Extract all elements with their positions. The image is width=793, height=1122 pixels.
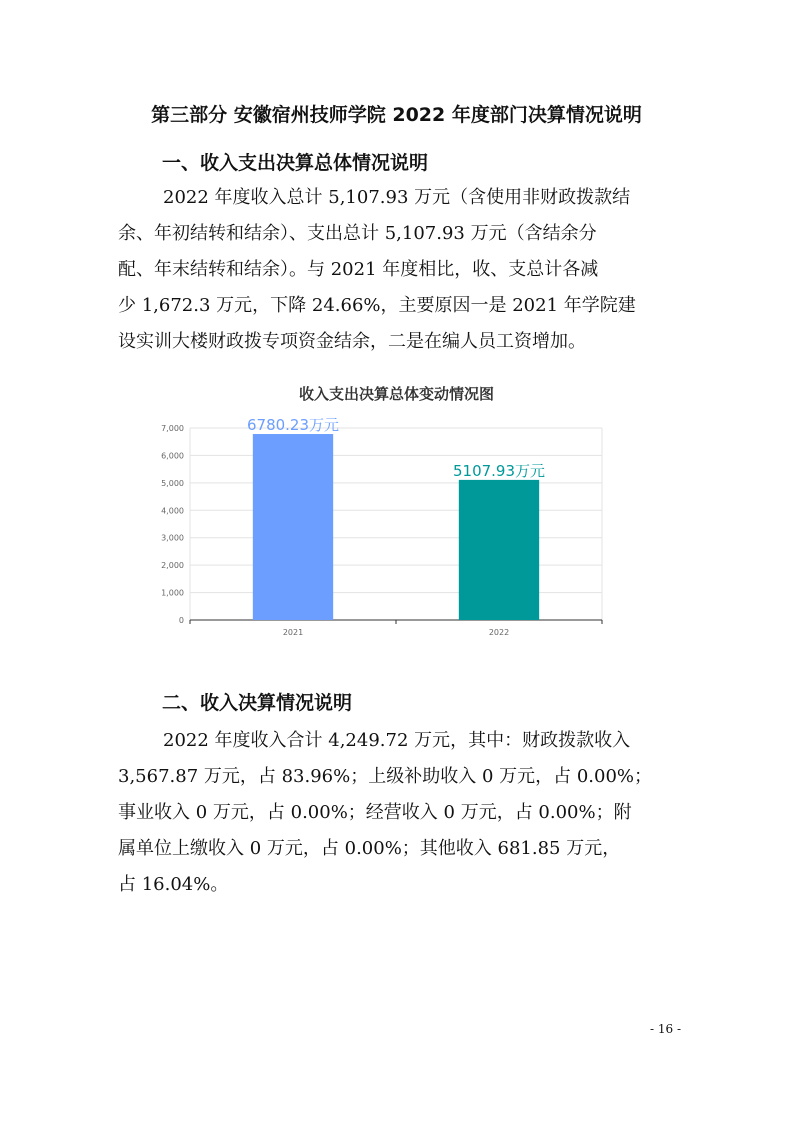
y-tick-label: 4,000 [161,506,184,516]
data-label: 5107.93万元 [452,461,546,480]
section2-heading: 二、收入决算情况说明 [162,692,353,714]
section1-line: 余、年初结转和结余）、支出总计 5,107.93 万元（含结余分 [118,223,597,244]
section2-line: 事业收入 0 万元，占 0.00%；经营收入 0 万元，占 0.00%；附 [118,802,632,823]
y-tick-label: 2,000 [161,561,184,571]
section1-line: 设实训大楼财政拨专项资金结余，二是在编人员工资增加。 [118,331,586,352]
y-tick-label: 1,000 [161,588,184,598]
chart-title: 收入支出决算总体变动情况图 [298,385,494,403]
document-title: 第三部分 安徽宿州技师学院 2022 年度部门决算情况说明 [151,104,642,126]
section2-line: 2022 年度收入合计 4,249.72 万元，其中：财政拨款收入 [163,730,631,751]
page-number: - 16 - [650,1022,682,1036]
x-tick-label: 2022 [488,628,510,637]
section2-line: 3,567.87 万元，占 83.96%；上级补助收入 0 万元，占 0.00%； [118,766,653,787]
section1-line: 2022 年度收入总计 5,107.93 万元（含使用非财政拨款结 [163,187,631,208]
section1-line: 少 1,672.3 万元，下降 24.66%，主要原因一是 2021 年学院建 [118,295,636,316]
section1-line: 配、年末结转和结余）。与 2021 年度相比，收、支总计各减 [118,259,599,280]
section1-paragraph [118,180,678,360]
section2-paragraph [118,723,678,903]
section2-line: 占 16.04%。 [118,874,229,895]
x-tick-label: 2021 [282,628,304,637]
y-tick-label: 0 [178,616,184,625]
y-tick-label: 7,000 [161,424,184,433]
y-tick-label: 6,000 [161,451,184,461]
bar-2022 [459,480,539,620]
data-label: 6780.23万元 [246,416,340,435]
section2-line: 属单位上缴收入 0 万元，占 0.00%；其他收入 681.85 万元， [118,838,621,859]
section1-heading: 一、收入支出决算总体情况说明 [162,152,429,174]
bar-2021 [253,434,333,620]
income-expenditure-chart [150,410,620,645]
y-tick-label: 5,000 [161,478,184,488]
y-tick-label: 3,000 [161,533,184,543]
